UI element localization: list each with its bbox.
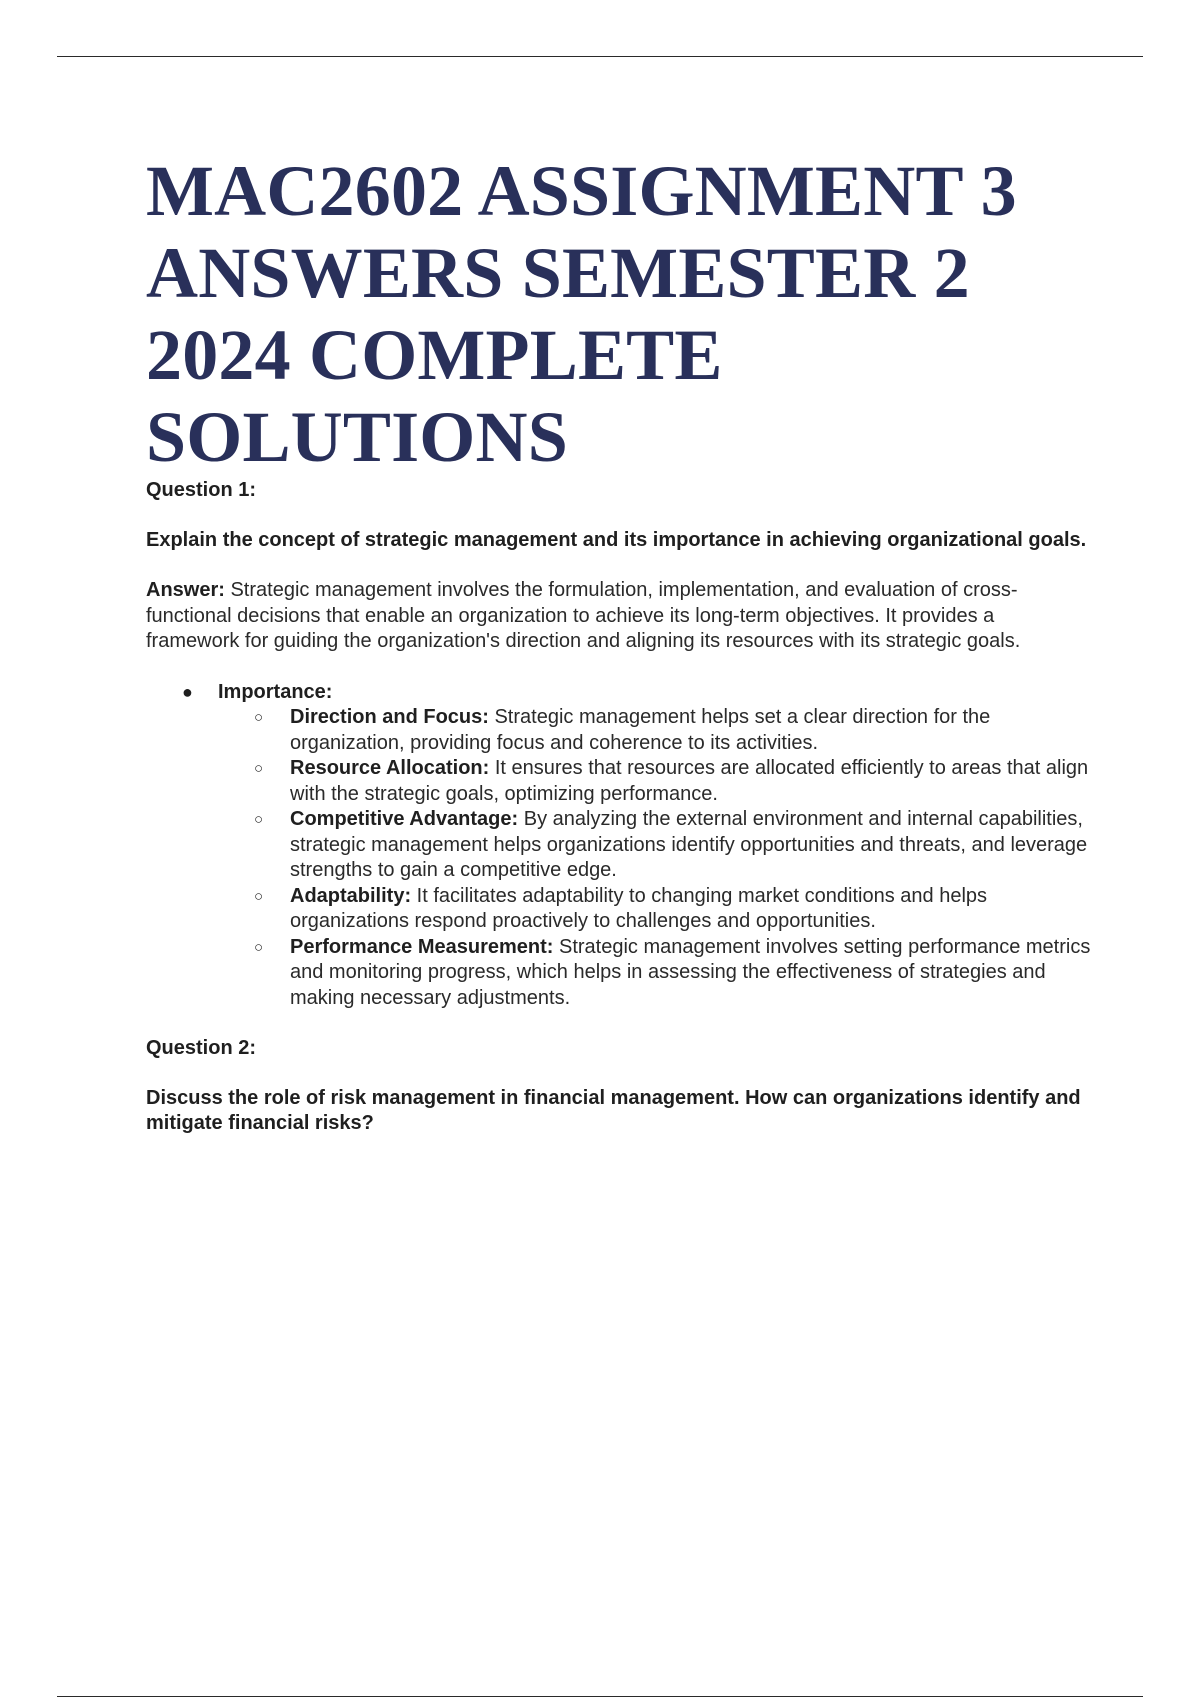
point-text: By analyzing the external environment and internal capabilities, strategic management helps organizations identify opportunities and threats, and leverage strengths to gain a competitive edge.	[290, 808, 1088, 881]
document-body	[146, 150, 1091, 1136]
question-2-label: Question 2:	[146, 1037, 257, 1059]
circle-bullet-icon: ○	[254, 709, 264, 726]
answer-text: Strategic management involves the formulation, implementation, and evaluation of cross-functional decisions that enable an organization to achieve its long-term objectives. It provides a framework for guiding the organization's direction and aligning its resources with its strategic goals.	[146, 579, 1021, 652]
bullet-icon: ●	[182, 681, 193, 702]
list-item	[218, 935, 1091, 1012]
point-term: Adaptability:	[290, 884, 412, 907]
title-line: 2024 COMPLETE	[146, 315, 723, 395]
importance-label: Importance:	[218, 680, 333, 703]
question-2-text: Discuss the role of risk management in financial management. How can organizations identify and mitigate financial risks?	[146, 1087, 1081, 1134]
circle-bullet-icon: ○	[254, 811, 264, 828]
list-item	[218, 884, 1091, 935]
importance-list	[146, 680, 1091, 1012]
list-item	[218, 807, 1091, 884]
list-item	[218, 705, 1091, 756]
circle-bullet-icon: ○	[254, 760, 264, 777]
document-title	[146, 150, 1091, 478]
bottom-rule	[57, 1696, 1143, 1697]
answer-1	[146, 578, 1091, 655]
point-text: Strategic management involves setting performance metrics and monitoring progress, which helps in assessing the effectiveness of strategies and making necessary adjustments.	[290, 935, 1091, 1009]
point-term: Resource Allocation:	[290, 757, 490, 779]
point-term: Direction and Focus:	[290, 706, 489, 728]
point-text: It ensures that resources are allocated efficiently to areas that align with the strategic goals, optimizing performance.	[290, 757, 1089, 805]
question-1-label: Question 1:	[146, 479, 257, 501]
circle-bullet-icon: ○	[254, 887, 264, 905]
top-rule	[57, 56, 1143, 57]
importance-item	[146, 680, 1091, 1012]
title-line: ANSWERS SEMESTER 2	[146, 233, 970, 313]
point-term: Competitive Advantage:	[290, 808, 519, 830]
question-1-text: Explain the concept of strategic management and its importance in achieving organizational goals.	[146, 529, 1087, 551]
circle-bullet-icon: ○	[254, 938, 264, 956]
title-line: MAC2602 ASSIGNMENT 3	[146, 151, 1017, 231]
answer-label: Answer:	[146, 579, 225, 601]
list-item	[218, 756, 1091, 807]
title-line: SOLUTIONS	[146, 397, 568, 477]
importance-points	[218, 705, 1091, 1011]
point-text: It facilitates adaptability to changing market conditions and helps organizations respond proactively to challenges and opportunities.	[290, 884, 988, 932]
point-term: Performance Measurement:	[290, 935, 554, 958]
point-text: Strategic management helps set a clear direction for the organization, providing focus and coherence to its activities.	[290, 706, 991, 754]
